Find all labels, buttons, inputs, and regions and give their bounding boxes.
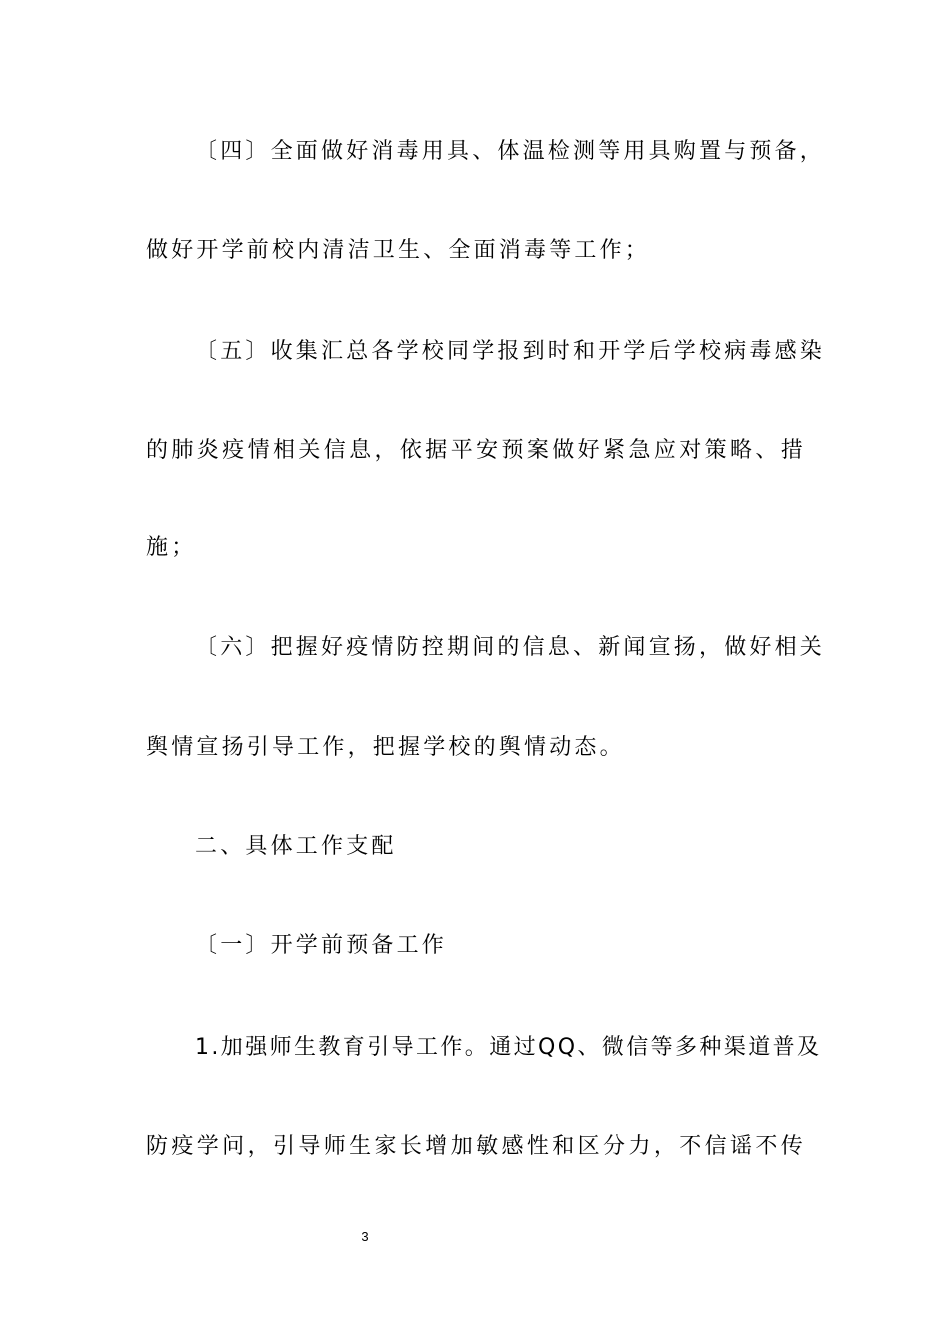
- paragraph-item-4-line-2: 做好开学前校内清洁卫生、全面消毒等工作；: [146, 238, 651, 263]
- page-number: 3: [361, 1229, 369, 1244]
- paragraph-item-5-line-1: 〔五〕收集汇总各学校同学报到时和开学后学校病毒感染: [195, 339, 826, 364]
- section-heading: 二、具体工作支配: [195, 834, 397, 859]
- paragraph-point-1-line-1: 1.加强师生教育引导工作。通过QQ、微信等多种渠道普及: [195, 1035, 822, 1060]
- paragraph-item-6-line-2: 舆情宣扬引导工作，把握学校的舆情动态。: [146, 735, 625, 760]
- paragraph-point-1-line-2: 防疫学问，引导师生家长增加敏感性和区分力，不信谣不传: [146, 1134, 806, 1159]
- paragraph-item-5-line-2: 的肺炎疫情相关信息，依据平安预案做好紧急应对策略、措: [146, 438, 806, 463]
- paragraph-item-6-line-1: 〔六〕把握好疫情防控期间的信息、新闻宣扬，做好相关: [195, 635, 826, 660]
- paragraph-item-5-line-3: 施；: [146, 535, 197, 560]
- paragraph-item-4-line-1: 〔四〕全面做好消毒用具、体温检测等用具购置与预备，: [195, 139, 826, 164]
- subsection-heading: 〔一〕开学前预备工作: [195, 933, 448, 958]
